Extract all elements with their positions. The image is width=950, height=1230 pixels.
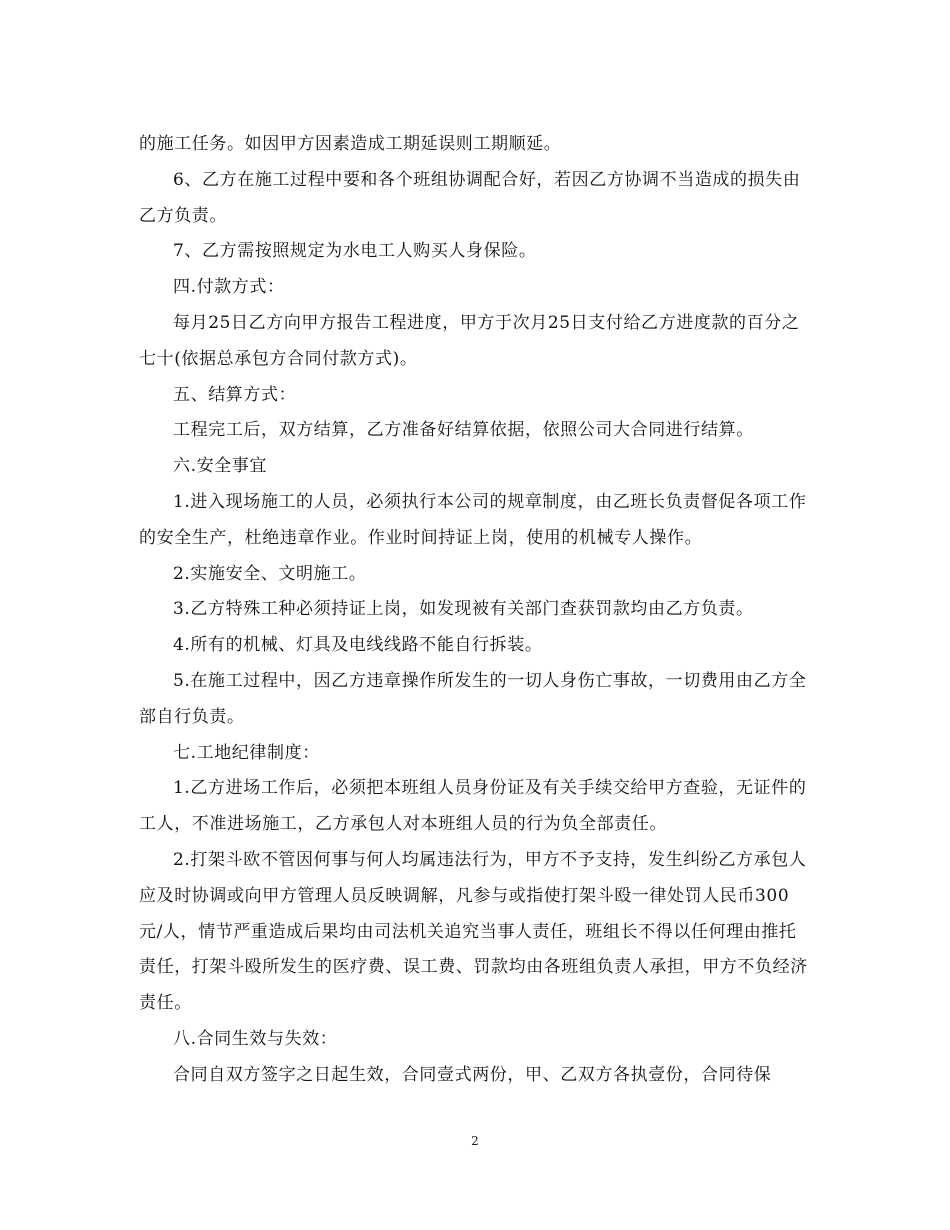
paragraph: 工程完工后，双方结算，乙方准备好结算依据，依照公司大合同进行结算。 <box>173 420 754 441</box>
paragraph: 5.在施工过程中，因乙方违章操作所发生的一切人身伤亡事故，一切费用由乙方全部自行负责。 <box>139 670 807 727</box>
document-body <box>139 127 811 1094</box>
paragraph: 七.工地纪律制度： <box>173 742 320 763</box>
paragraph: 六.安全事宜 <box>173 456 268 477</box>
paragraph: 的施工任务。如因甲方因素造成工期延误则工期顺延。 <box>139 134 562 154</box>
paragraph: 每月25日乙方向甲方报告工程进度，甲方于次月25日支付给乙方进度款的百分之七十(依据总承包方合同付款方式)。 <box>139 312 800 369</box>
paragraph: 合同自双方签字之日起生效，合同壹式两份，甲、乙双方各执壹份，合同待保 <box>173 1064 772 1085</box>
paragraph: 4.所有的机械、灯具及电线线路不能自行拆装。 <box>173 635 543 656</box>
paragraph: 7、乙方需按照规定为水电工人购买人身保险。 <box>173 241 537 262</box>
page-number: 2 <box>471 1134 479 1148</box>
paragraph: 6、乙方在施工过程中要和各个班组协调配合好，若因乙方协调不当造成的损失由乙方负责。 <box>139 169 801 226</box>
paragraph: 2.打架斗欧不管因何事与何人均属违法行为，甲方不予支持，发生纠纷乙方承包人应及时协调或向甲方管理人员反映调解，凡参与或指使打架斗殴一律处罚人民币300元/人，情节严重造成后果均由司法机关追究当事人责任，班组长不得以任何理由推托责任，打架斗殴所发生的医疗费、误工费、罚款均由各班组负责人承担，甲方不负经济责任。 <box>139 849 808 1014</box>
paragraph: 3.乙方特殊工种必须持证上岗，如发现被有关部门查获罚款均由乙方负责。 <box>173 599 754 620</box>
paragraph: 四.付款方式： <box>173 277 285 298</box>
paragraph: 2.实施安全、文明施工。 <box>173 563 367 584</box>
paragraph: 1.进入现场施工的人员，必须执行本公司的规章制度，由乙班长负责督促各项工作的安全生产，杜绝违章作业。作业时间持证上岗，使用的机械专人操作。 <box>139 491 807 548</box>
paragraph: 1.乙方进场工作后，必须把本班组人员身份证及有关手续交给甲方查验，无证件的工人，不准进场施工，乙方承包人对本班组人员的行为负全部责任。 <box>139 778 807 835</box>
paragraph: 五、结算方式： <box>173 384 297 405</box>
paragraph: 八.合同生效与失效： <box>173 1028 338 1049</box>
